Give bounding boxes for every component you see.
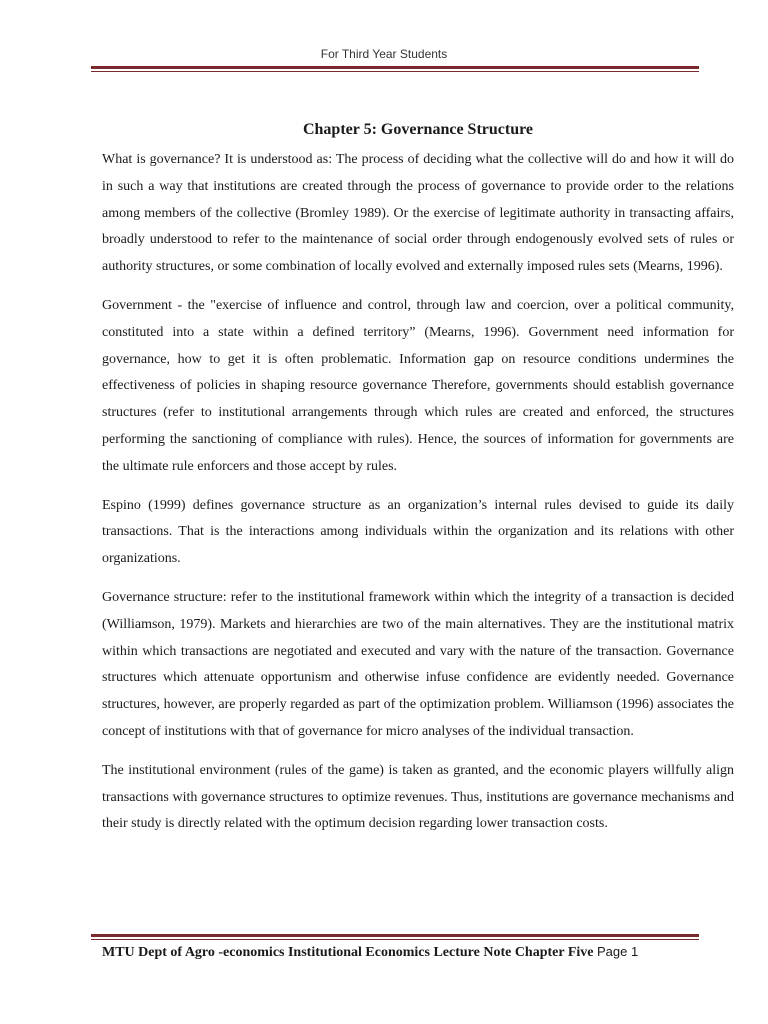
paragraph-institutional-environment: The institutional environment (rules of the game) is taken as granted, and the economic players willfully align transactions with governance structures to optimize revenues. Thus, institutions are governance mechanisms and their study is directly related with the optimum decision regarding lower transaction costs. (102, 762, 734, 832)
chapter-title: Chapter 5: Governance Structure (302, 121, 534, 138)
page-footer (102, 943, 722, 962)
running-header: For Third Year Students (320, 47, 448, 61)
footer-page-number: Page 1 (597, 944, 639, 959)
paragraph-government: Government - the "exercise of influence and control, through law and coercion, over a political community, constituted into a state within a defined territory” (Mearns, 1996). Government need information for governance, how to get it is often problematic. Information gap on resource conditions undermines the effectiveness of policies in shaping resource governance Therefore, governments should establish governance structures (refer to institutional arrangements through which rules are created and enforced, the structures performing the sanctioning of compliance with rules). Hence, the sources of information for governments are the ultimate rule enforcers and those accept by rules. (102, 297, 734, 474)
paragraph-governance-definition: What is governance? It is understood as: The process of deciding what the collective will do and how it will do in such a way that institutions are created through the process of governance to provide order to the relations among members of the collective (Bromley 1989). Or the exercise of legitimate authority in transacting affairs, broadly understood to refer to the maintenance of social order through endogenously evolved sets of rules or authority structures, or some combination of locally evolved and externally imposed rules sets (Mearns, 1996). (102, 152, 734, 275)
footer-rule-thick (91, 934, 699, 937)
header-rule-thick (91, 66, 699, 69)
page-body (102, 120, 734, 850)
paragraph-governance-structure: Governance structure: refer to the institutional framework within which the integrity of a transaction is decided (Williamson, 1979). Markets and hierarchies are two of the main alternatives. They are the institutional matrix within which transactions are negotiated and executed and vary with the nature of the transaction. Governance structures which attenuate opportunism and otherwise infuse confidence are evidently needed. Governance structures, however, are properly regarded as part of the optimization problem. Williamson (1996) associates the concept of institutions with that of governance for micro analyses of the individual transaction. (102, 589, 734, 739)
footer-rule-thin (91, 939, 699, 940)
paragraph-espino: Espino (1999) defines governance structure as an organization’s internal rules devised to guide its daily transactions. That is the interactions among individuals within the organization and its relations with other organizations. (102, 497, 734, 567)
header-rule-thin (91, 71, 699, 72)
footer-course-text: MTU Dept of Agro -economics Institutional Economics Lecture Note Chapter Five (102, 945, 594, 960)
